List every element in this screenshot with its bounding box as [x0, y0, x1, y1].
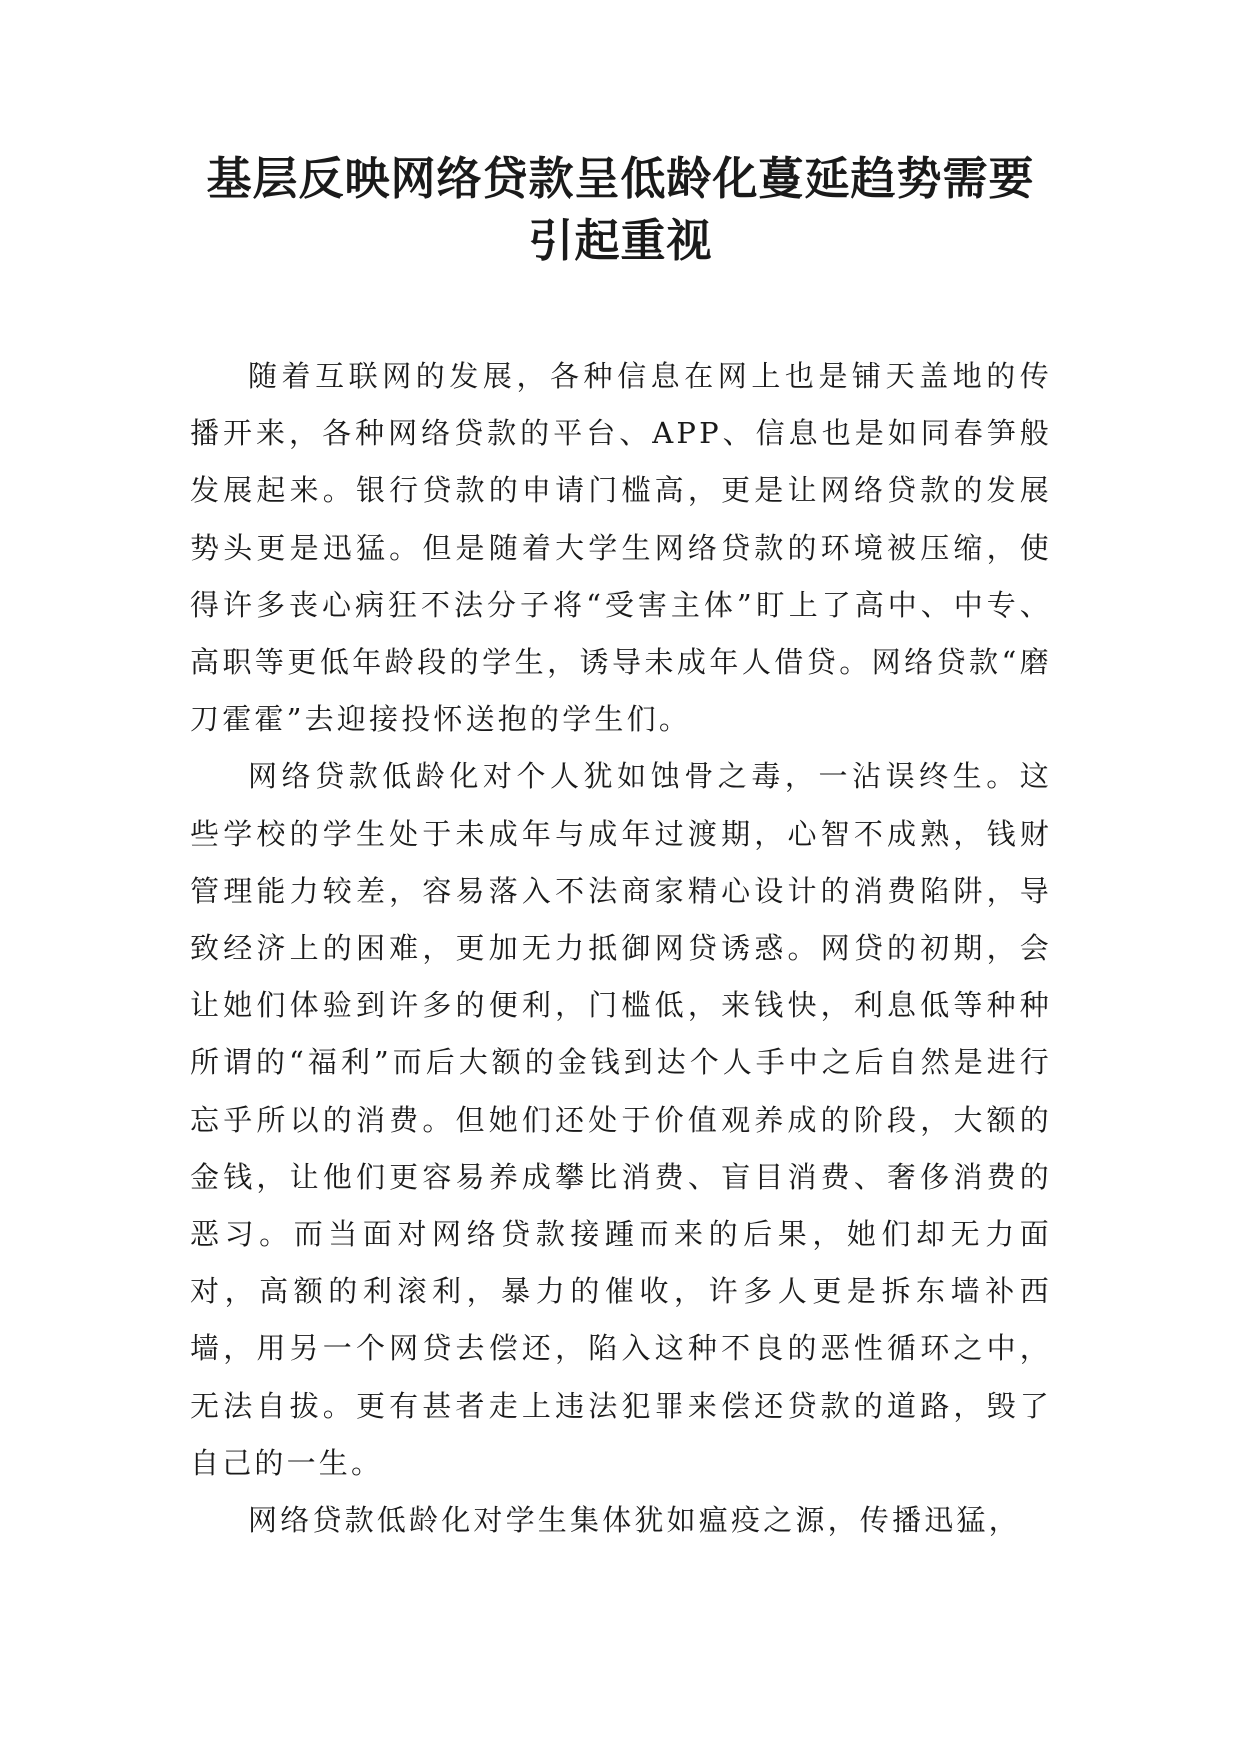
paragraph-2: 网络贷款低龄化对个人犹如蚀骨之毒，一沾误终生。这些学校的学生处于未成年与成年过渡期，心智不成熟，钱财管理能力较差，容易落入不法商家精心设计的消费陷阱，导致经济上的困难，更加无力抵御网贷诱惑。网贷的初期，会让她们体验到许多的便利，门槛低，来钱快，利息低等种种所谓的“福利”而后大额的金钱到达个人手中之后自然是进行忘乎所以的消费。但她们还处于价值观养成的阶段，大额的金钱，让他们更容易养成攀比消费、盲目消费、奢侈消费的恶习。而当面对网络贷款接踵而来的后果，她们却无力面对，高额的利滚利，暴力的催收，许多人更是拆东墙补西墙，用另一个网贷去偿还，陷入这种不良的恶性循环之中，无法自拔。更有甚者走上违法犯罪来偿还贷款的道路，毁了自己的一生。 [190, 759, 1052, 1480]
paragraph-3: 网络贷款低龄化对学生集体犹如瘟疫之源，传播迅猛， [248, 1503, 1021, 1538]
paragraph-1: 随着互联网的发展，各种信息在网上也是铺天盖地的传播开来，各种网络贷款的平台、APP、信息也是如同春笋般发展起来。银行贷款的申请门槛高，更是让网络贷款的发展势头更是迅猛。但是随着大学生网络贷款的环境被压缩，使得许多丧心病狂不法分子将“受害主体”盯上了高中、中专、高职等更低年龄段的学生，诱导未成年人借贷。网络贷款“磨刀霍霍”去迎接投怀送抱的学生们。 [190, 359, 1052, 737]
document-title [150, 148, 1091, 272]
document-body [190, 348, 1052, 1549]
title-line-2: 引起重视 [528, 214, 713, 267]
title-line-1: 基层反映网络贷款呈低龄化蔓延趋势需要 [206, 152, 1035, 205]
